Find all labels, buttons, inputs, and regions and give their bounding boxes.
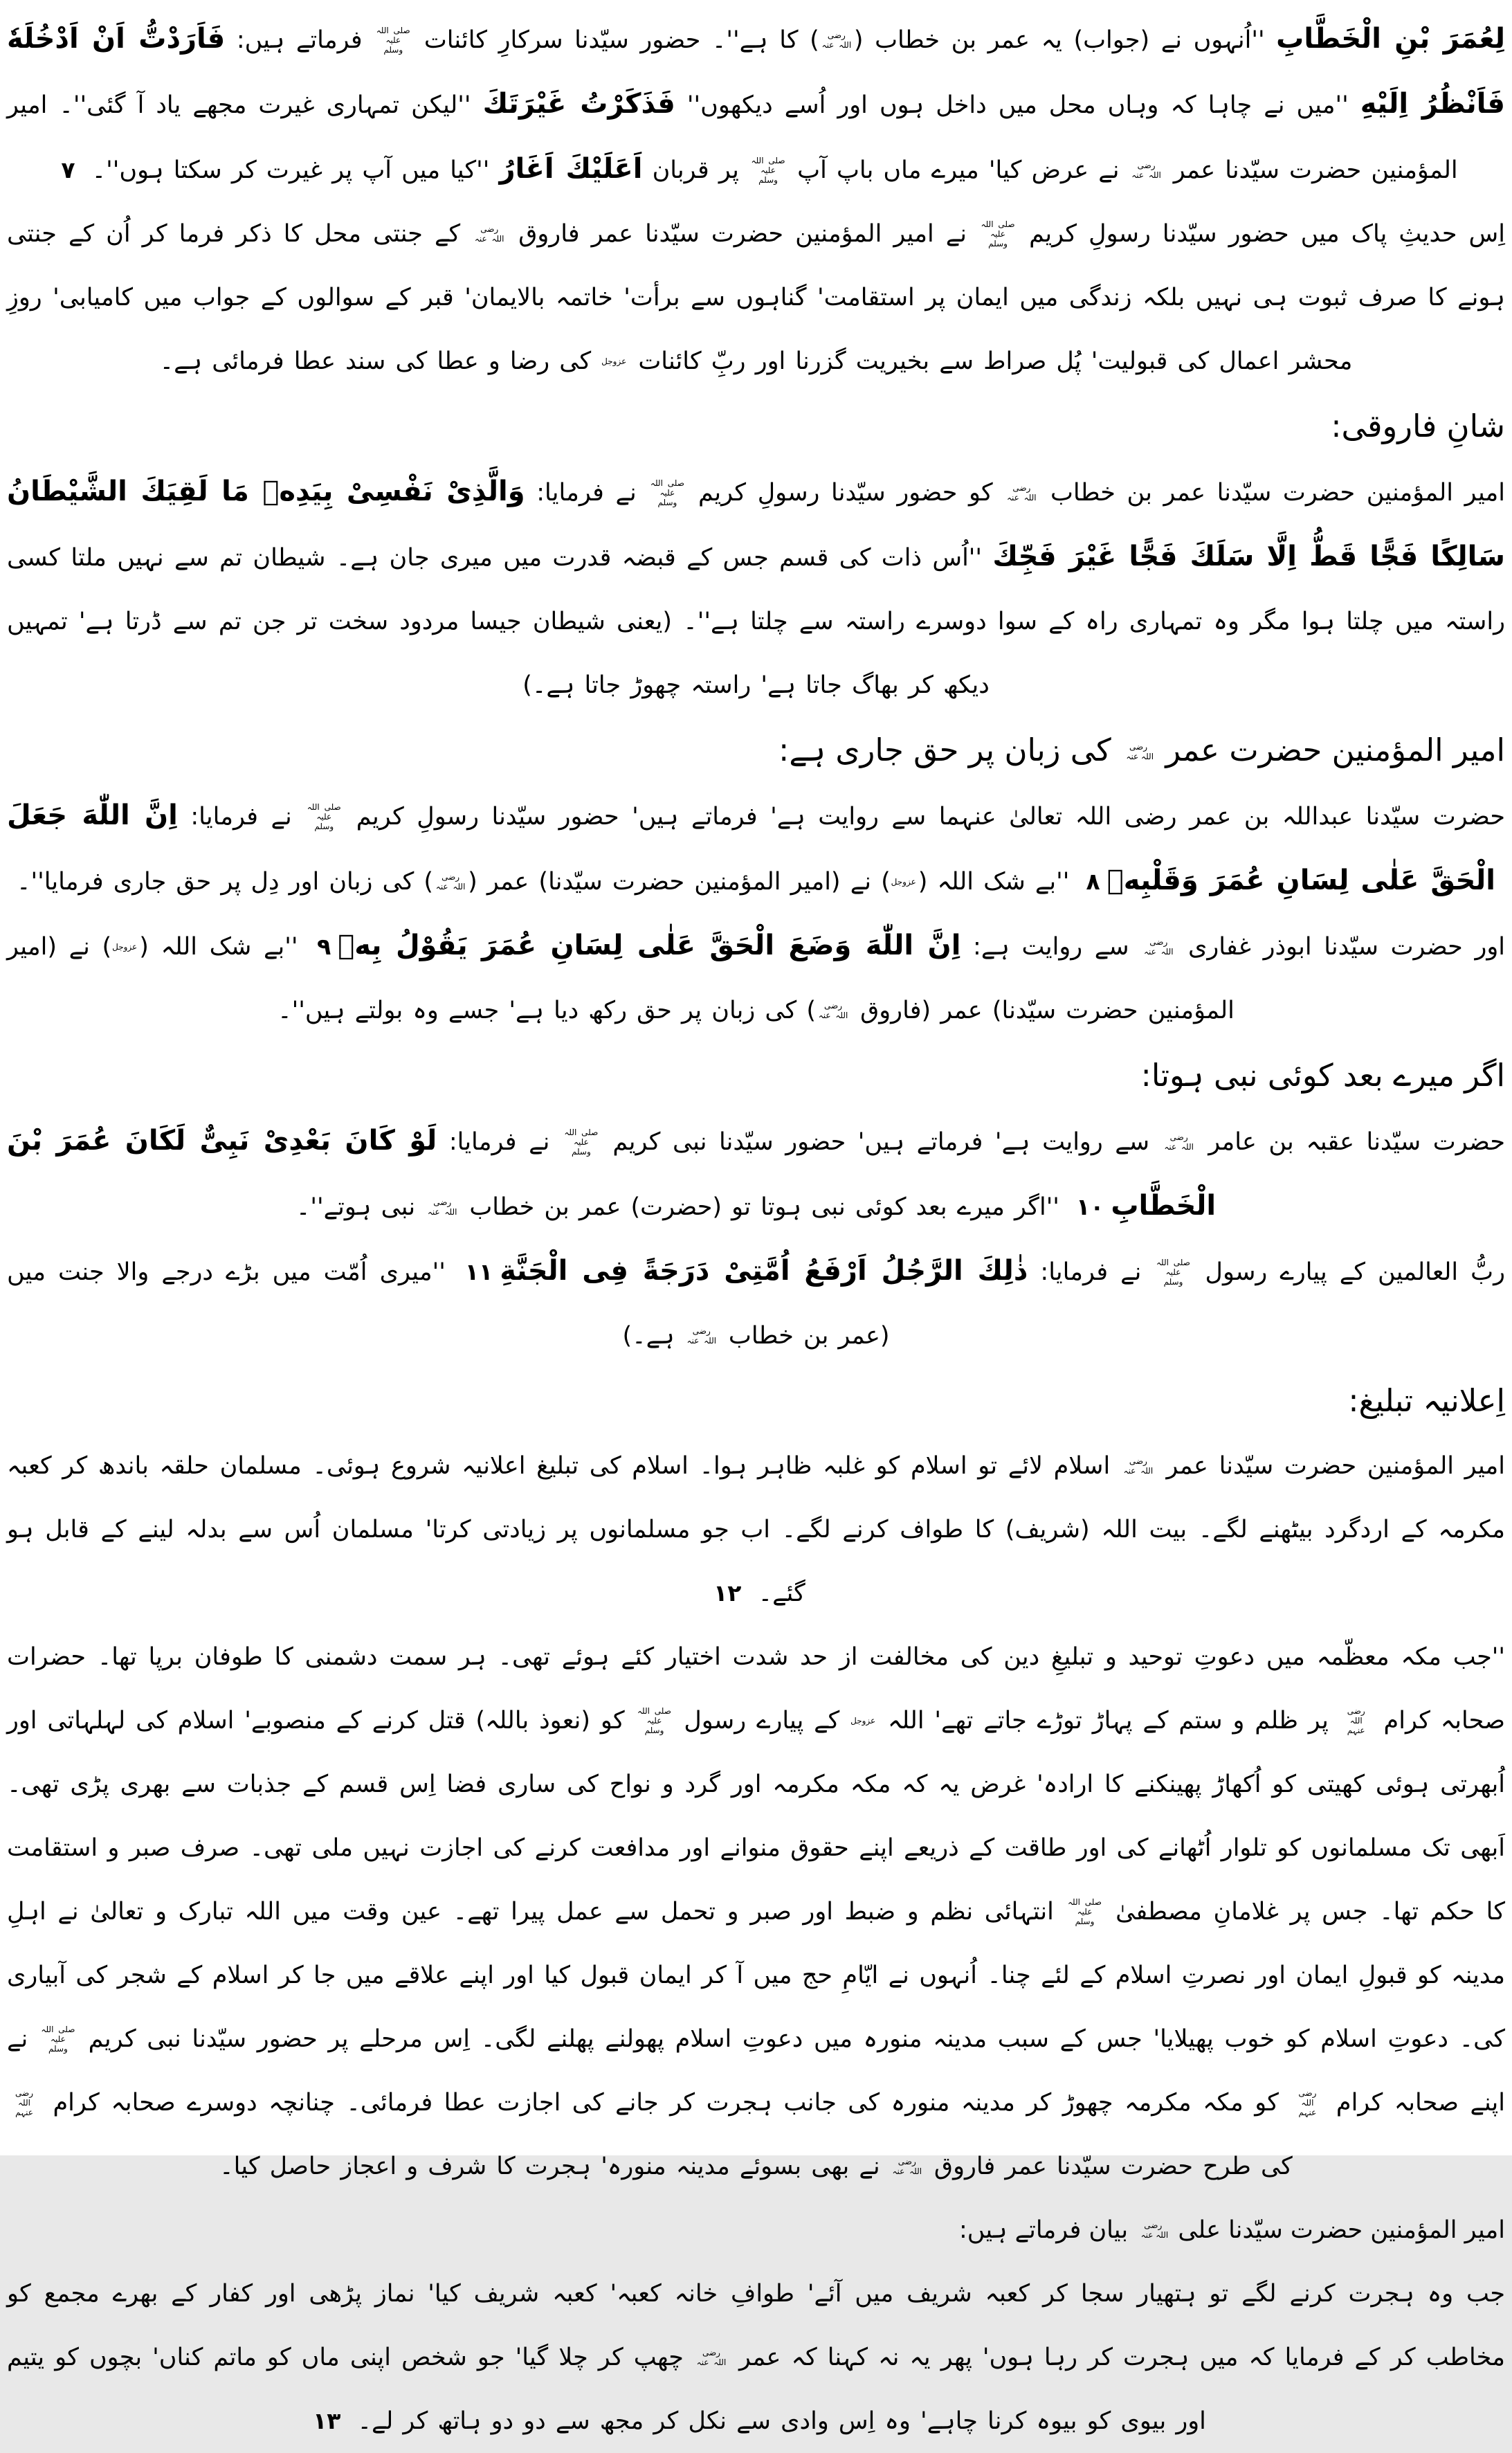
text-segment: ) کی زبان اور دِل پر حق جاری فرمایا''۔ <box>16 868 434 896</box>
text-segment: اگر میرے بعد کوئی نبی ہوتا: <box>1140 1057 1505 1094</box>
text-segment: شانِ فاروقی: <box>1331 408 1505 444</box>
content <box>7 7 1505 2453</box>
text-segment: ''اُنہوں نے (جواب) یہ عمر بن خطاب ( <box>853 26 1277 54</box>
honorific-radiallahu-anhu: رضی اللہ عنہ <box>435 872 466 891</box>
text-segment: نے بھی بسوئے مدینہ منورہ' ہجرت کا شرف و اعجاز حاصل کیا۔ <box>219 2153 890 2180</box>
text-segment: ہے۔) <box>622 1322 684 1350</box>
arabic-quote: وَالَّذِىْ نَفْسِىْ بِيَدِهٖ مَا لَقِيَكَ الشَّيْطَانُ سَالِكًا فَجًّا قَطُّ اِلَّا سَلَكَ فَجًّا غَيْرَ فَجِّكَ <box>7 476 1505 572</box>
honorific-azzawajal: عزوجل <box>891 877 916 887</box>
honorific-sallallahu-alayhi-wasallam: صلی اللہ علیہ وسلم <box>41 2025 75 2054</box>
honorific-azzawajal: عزوجل <box>112 942 138 952</box>
honorific-radiallahu-anhu: رضی اللہ عنہ <box>821 30 852 50</box>
honorific-radiallahu-anhu: رضی اللہ عنہ <box>1164 1132 1194 1152</box>
footnote-number: ۷ <box>61 156 75 183</box>
text-segment: ) کا ہے''۔ حضور سیّدنا سرکارِ کائنات <box>412 26 819 54</box>
paragraph <box>7 2262 1505 2453</box>
text-segment: ) نے (امیر المؤمنین حضرت سیّدنا) عمر ( <box>468 868 891 896</box>
text-segment: اسلام لائے تو اسلام کو غلبہ ظاہر ہوا۔ اسلام کی تبلیغ اعلانیہ شروع ہوئی۔ مسلمان حلقہ باندھ کر کعبہ مکرمہ کے اردگرد بیٹھنے لگے۔ بیت اللہ (شریف) کا طواف کرنے لگے۔ اب جو مسلمانوں پر زیادتی کرتا' مسلمان اُس سے بدلہ لینے کے قابل ہو گئے۔ <box>7 1452 1505 1607</box>
arabic-quote: اَعَلَيْكَ اَغَارُ <box>499 153 643 185</box>
paragraph <box>7 1109 1505 1239</box>
text-segment: پر قربان <box>642 156 749 184</box>
text-segment: نے فرمایا: <box>525 479 648 507</box>
footnote-number: ۱۱ <box>464 1258 493 1285</box>
honorific-sallallahu-alayhi-wasallam: صلی اللہ علیہ وسلم <box>376 26 410 55</box>
text-segment: کی رضا و عطا کی سند عطا فرمائی ہے۔ <box>159 347 601 375</box>
footnote-number: ۹ <box>317 933 331 960</box>
honorific-azzawajal: عزوجل <box>601 356 627 367</box>
text-segment: نے فرمایا: <box>177 803 305 831</box>
text-segment: اِس حدیثِ پاک میں حضور سیّدنا رسولِ کریم <box>1017 220 1506 248</box>
text-segment: ''بے شک اللہ ( <box>139 933 311 961</box>
text-segment: امیر المؤمنین حضرت سیّدنا عمر بن خطاب <box>1039 479 1505 507</box>
honorific-sallallahu-alayhi-wasallam: صلی اللہ علیہ وسلم <box>307 802 341 831</box>
honorific-radiallahu-anhu: رضی اللہ عنہ <box>1126 742 1154 761</box>
honorific-radiallahu-anhu: رضی اللہ عنہ <box>1123 1456 1154 1476</box>
honorific-radiallahu-anhu: رضی اللہ عنہ <box>1140 2220 1169 2240</box>
text-segment: انتہائی نظم و ضبط اور صبر و تحمل سے عمل پیرا تھے۔ عین وقت میں اللہ تبارک و تعالیٰ نے اہلِ مدینہ کو قبولِ ایمان اور نصرتِ اسلام کے لئے چنا۔ اُنہوں نے ایّامِ حج میں آ کر ایمان قبول کیا اور اپنے علاقے میں جا کر اسلام کے شجر کی آبیاری کی۔ دعوتِ اسلام کو خوب پھیلایا' جس کے سبب مدینہ منورہ میں دعوتِ اسلام پھولنے پھلنے لگی۔ اِس مرحلے پر حضور سیّدنا نبی کریم <box>7 1898 1506 2053</box>
section-heading <box>7 1042 1505 1109</box>
text-segment: کے پیارے رسول <box>673 1707 850 1735</box>
footnote-number: ۱۰ <box>1076 1193 1104 1220</box>
footnote-number: ۸ <box>1086 868 1100 895</box>
honorific-sallallahu-alayhi-wasallam: صلی اللہ علیہ وسلم <box>1156 1258 1190 1287</box>
honorific-sallallahu-alayhi-wasallam: صلی اللہ علیہ وسلم <box>650 478 684 507</box>
honorific-sallallahu-alayhi-wasallam: صلی اللہ علیہ وسلم <box>751 156 785 185</box>
arabic-quote: اِنَّ اللّٰهَ جَعَلَ الْحَقَّ عَلٰى لِسَانِ عُمَرَ وَقَلْبِهٖ <box>7 799 1496 896</box>
paragraph <box>7 460 1505 717</box>
text-segment: نبی ہوتے''۔ <box>295 1193 426 1221</box>
text-segment: امیر المؤمنین حضرت سیّدنا عمر <box>1155 1452 1505 1480</box>
arabic-quote: لَوْ كَانَ بَعْدِىْ نَبِىٌّ لَكَانَ عُمَرَ بْنَ الْخَطَّابِ <box>7 1125 1217 1222</box>
arabic-quote: فَذَكَرْتُ غَيْرَتَكَ <box>482 88 675 120</box>
text-segment: نے فرمایا: <box>437 1128 562 1156</box>
text-segment: کو (نعوذ باللہ) قتل کرنے کے منصوبے' اسلام کی لہلہاتی اور اُبھرتی ہوئی کھیتی کو اُکھاڑ پھینکنے کا ارادہ' غرض یہ کہ مکہ مکرمہ اور گرد و نواح کی ساری فضا اِس قسم کے جذبات سے بھری پڑی تھی۔ اَبھی تک مسلمانوں کو تلوار اُٹھانے کی اور طاقت کے ذریعے اپنے حقوق منوانے اور مدافعت کرنے کی اجازت نہیں ملی تھی۔ صرف صبر و استقامت کا حکم تھا۔ جس پر غلامانِ مصطفیٰ <box>7 1707 1505 1926</box>
text-segment: نے عرض کیا' میرے ماں باپ آپ <box>787 156 1129 184</box>
text-segment: اور حضرت سیّدنا ابوذر غفاری <box>1176 933 1505 961</box>
paragraph <box>7 1434 1505 1625</box>
text-segment: کی زبان پر حق جاری ہے: <box>778 732 1122 768</box>
honorific-radiallahu-anhu: رضی اللہ عنہ <box>1007 483 1037 503</box>
footnote-number: ۱۲ <box>713 1579 742 1606</box>
text-segment: ''میری اُمّت میں بڑے درجے والا جنت میں (عمر بن خطاب <box>7 1258 890 1350</box>
text-segment: بیان فرماتے ہیں: <box>958 2216 1136 2244</box>
paragraph <box>7 1625 1505 2198</box>
honorific-sallallahu-alayhi-wasallam: صلی اللہ علیہ وسلم <box>564 1128 599 1157</box>
text-segment: کو مکہ مکرمہ چھوڑ کر مدینہ منورہ کی جانب ہجرت کر جانے کی اجازت عطا فرمائی۔ چنانچہ دوسرے صحابہ کرام <box>42 2089 1291 2117</box>
paragraph <box>7 784 1505 914</box>
text-segment: ''جب مکہ معظّمہ میں دعوتِ توحید و تبلیغِ دین کی مخالفت از حد شدت اختیار کئے ہوئے تھی۔ ہر سمت دشمنی کا طوفان برپا تھا۔ حضرات صحابہ کرام <box>7 1643 1505 1735</box>
honorific-radiallahu-anhu: رضی اللہ عنہ <box>1143 937 1174 957</box>
paragraph <box>7 1239 1505 1368</box>
text-segment: جب وہ ہجرت کرنے لگے تو ہتھیار سجا کر کعبہ شریف میں آئے' طوافِ خانہ کعبہ' کعبہ شریف کیا' نماز پڑھی اور کفار کے بھرے مجمع کو مخاطب کر کے فرمایا کہ میں ہجرت کر رہا ہوں' پھر یہ نہ کہنا کہ عمر <box>7 2280 1505 2371</box>
text-segment: نے اپنے صحابہ کرام <box>7 2025 1505 2117</box>
honorific-sallallahu-alayhi-wasallam: صلی اللہ علیہ وسلم <box>1068 1897 1102 1926</box>
text-segment: نے امیر المؤمنین حضرت سیّدنا عمر فاروق <box>507 220 979 248</box>
honorific-radiallahu-anhu: رضی اللہ عنہ <box>696 2348 727 2367</box>
text-segment: حضرت سیّدنا عقبہ بن عامر <box>1196 1128 1505 1156</box>
text-segment: کے جنتی محل کا ذکر فرما کر اُن کے جنتی ہونے کا صرف ثبوت ہی نہیں بلکہ زندگی میں ایمان پر استقامت' گناہوں سے برأت' خاتمہ بالایمان' قبر کے سوالوں کے جواب میں کامیابی' روزِ محشر اعمال کی قبولیت' پُل صراط سے بخیریت گزرنا اور ربِّ کائنات <box>7 220 1505 375</box>
honorific-radiallahu-anhu: رضی اللہ عنہم <box>1298 2088 1317 2117</box>
honorific-radiallahu-anhu: رضی اللہ عنہ <box>892 2157 922 2176</box>
text-segment: ) نے (امیر المؤمنین حضرت سیّدنا) عمر (فاروق <box>7 933 1235 1024</box>
honorific-radiallahu-anhu: رضی اللہ عنہ <box>474 224 504 244</box>
arabic-quote: فَاَرَدْتُّ اَنْ اَدْخُلَهٗ فَاَنْظُرُ اِلَيْهِ <box>7 23 1505 120</box>
paragraph <box>7 914 1505 1042</box>
paragraph <box>7 202 1505 393</box>
text-segment: چھپ کر چلا گیا' جو شخص اپنی ماں کو ماتم کناں' بچوں کو یتیم اور بیوی کو بیوہ کرنا چاہے' وہ اِس وادی سے نکل کر مجھ سے دو دو ہاتھ کر لے۔ <box>7 2344 1206 2435</box>
arabic-quote: لِعُمَرَ بْنِ الْخَطَّابِ <box>1276 23 1505 55</box>
paragraph <box>7 7 1505 202</box>
honorific-radiallahu-anhu: رضی اللہ عنہ <box>818 1001 848 1020</box>
text-segment: پر ظلم و ستم کے پہاڑ توڑے جاتے تھے' اللہ <box>877 1707 1339 1735</box>
text-segment: سے روایت ہے: <box>960 933 1142 961</box>
section-heading <box>7 717 1505 784</box>
text-segment: کی طرح حضرت سیّدنا عمر فاروق <box>924 2153 1293 2180</box>
text-segment: ربُّ العالمین کے پیارے رسول <box>1192 1258 1506 1286</box>
text-segment: کو حضور سیّدنا رسولِ کریم <box>686 479 1005 507</box>
honorific-sallallahu-alayhi-wasallam: صلی اللہ علیہ وسلم <box>637 1706 671 1735</box>
honorific-radiallahu-anhu: رضی اللہ عنہ <box>427 1197 457 1217</box>
text-segment: ''بے شک اللہ ( <box>918 868 1080 896</box>
honorific-radiallahu-anhu: رضی اللہ عنہم <box>1347 1706 1365 1735</box>
honorific-radiallahu-anhu: رضی اللہ عنہ <box>1131 161 1161 180</box>
text-segment: امیر المؤمنین حضرت سیّدنا علی <box>1170 2216 1505 2244</box>
text-segment: ''میں نے چاہا کہ وہاں محل میں داخل ہوں اور اُسے دیکھوں'' <box>675 91 1360 119</box>
text-segment: سے روایت ہے' فرماتے ہیں' حضور سیّدنا نبی کریم <box>600 1128 1162 1156</box>
text-segment: ''اگر میرے بعد کوئی نبی ہوتا تو (حضرت) عمر بن خطاب <box>459 1193 1070 1221</box>
arabic-quote: اِنَّ اللّٰهَ وَضَعَ الْحَقَّ عَلٰى لِسَانِ عُمَرَ يَقُوْلُ بِهٖ <box>338 930 961 961</box>
text-segment: ) کی زبان پر حق رکھ دیا ہے' جسے وہ بولتے ہیں''۔ <box>277 997 816 1024</box>
text-segment: ''لیکن تمہاری غیرت مجھے یاد آ گئی''۔ امیر المؤمنین حضرت سیّدنا عمر <box>7 91 1458 184</box>
arabic-quote: ذٰلِكَ الرَّجُلُ اَرْفَعُ اُمَّتِىْ دَرَجَةً فِى الْجَنَّةِ <box>500 1255 1028 1287</box>
lead-line <box>7 2198 1505 2262</box>
honorific-sallallahu-alayhi-wasallam: صلی اللہ علیہ وسلم <box>981 219 1015 248</box>
text-segment: حضرت سیّدنا عبداللہ بن عمر رضی اللہ تعالیٰ عنہما سے روایت ہے' فرماتے ہیں' حضور سیّدنا رسولِ کریم <box>343 803 1505 831</box>
honorific-azzawajal: عزوجل <box>850 1716 876 1726</box>
text-segment: نے فرمایا: <box>1028 1258 1154 1286</box>
text-segment: اِعلانیہ تبلیغ: <box>1348 1382 1505 1419</box>
honorific-radiallahu-anhu: رضی اللہ عنہم <box>15 2088 33 2117</box>
footnote-number: ۱۳ <box>313 2407 341 2434</box>
text-segment: ''اُس ذات کی قسم جس کے قبضہ قدرت میں میری جان ہے۔ شیطان تم سے نہیں ملتا کسی راستہ میں چلتا ہوا مگر وہ تمہاری راہ کے سوا دوسرے راستہ سے چلتا ہے''۔ (یعنی شیطان جیسا مردود سخت تر جن تم سے ڈرتا ہے' تمہیں دیکھ کر بھاگ جاتا ہے' راستہ چھوڑ جاتا ہے۔) <box>7 544 1505 699</box>
honorific-radiallahu-anhu: رضی اللہ عنہ <box>686 1326 717 1346</box>
text-segment: فرماتے ہیں: <box>225 26 374 54</box>
text-segment: امیر المؤمنین حضرت عمر <box>1156 732 1505 768</box>
text-segment: ''کیا میں آپ پر غیرت کر سکتا ہوں''۔ <box>82 156 500 184</box>
section-heading <box>7 393 1505 460</box>
section-heading <box>7 1368 1505 1434</box>
